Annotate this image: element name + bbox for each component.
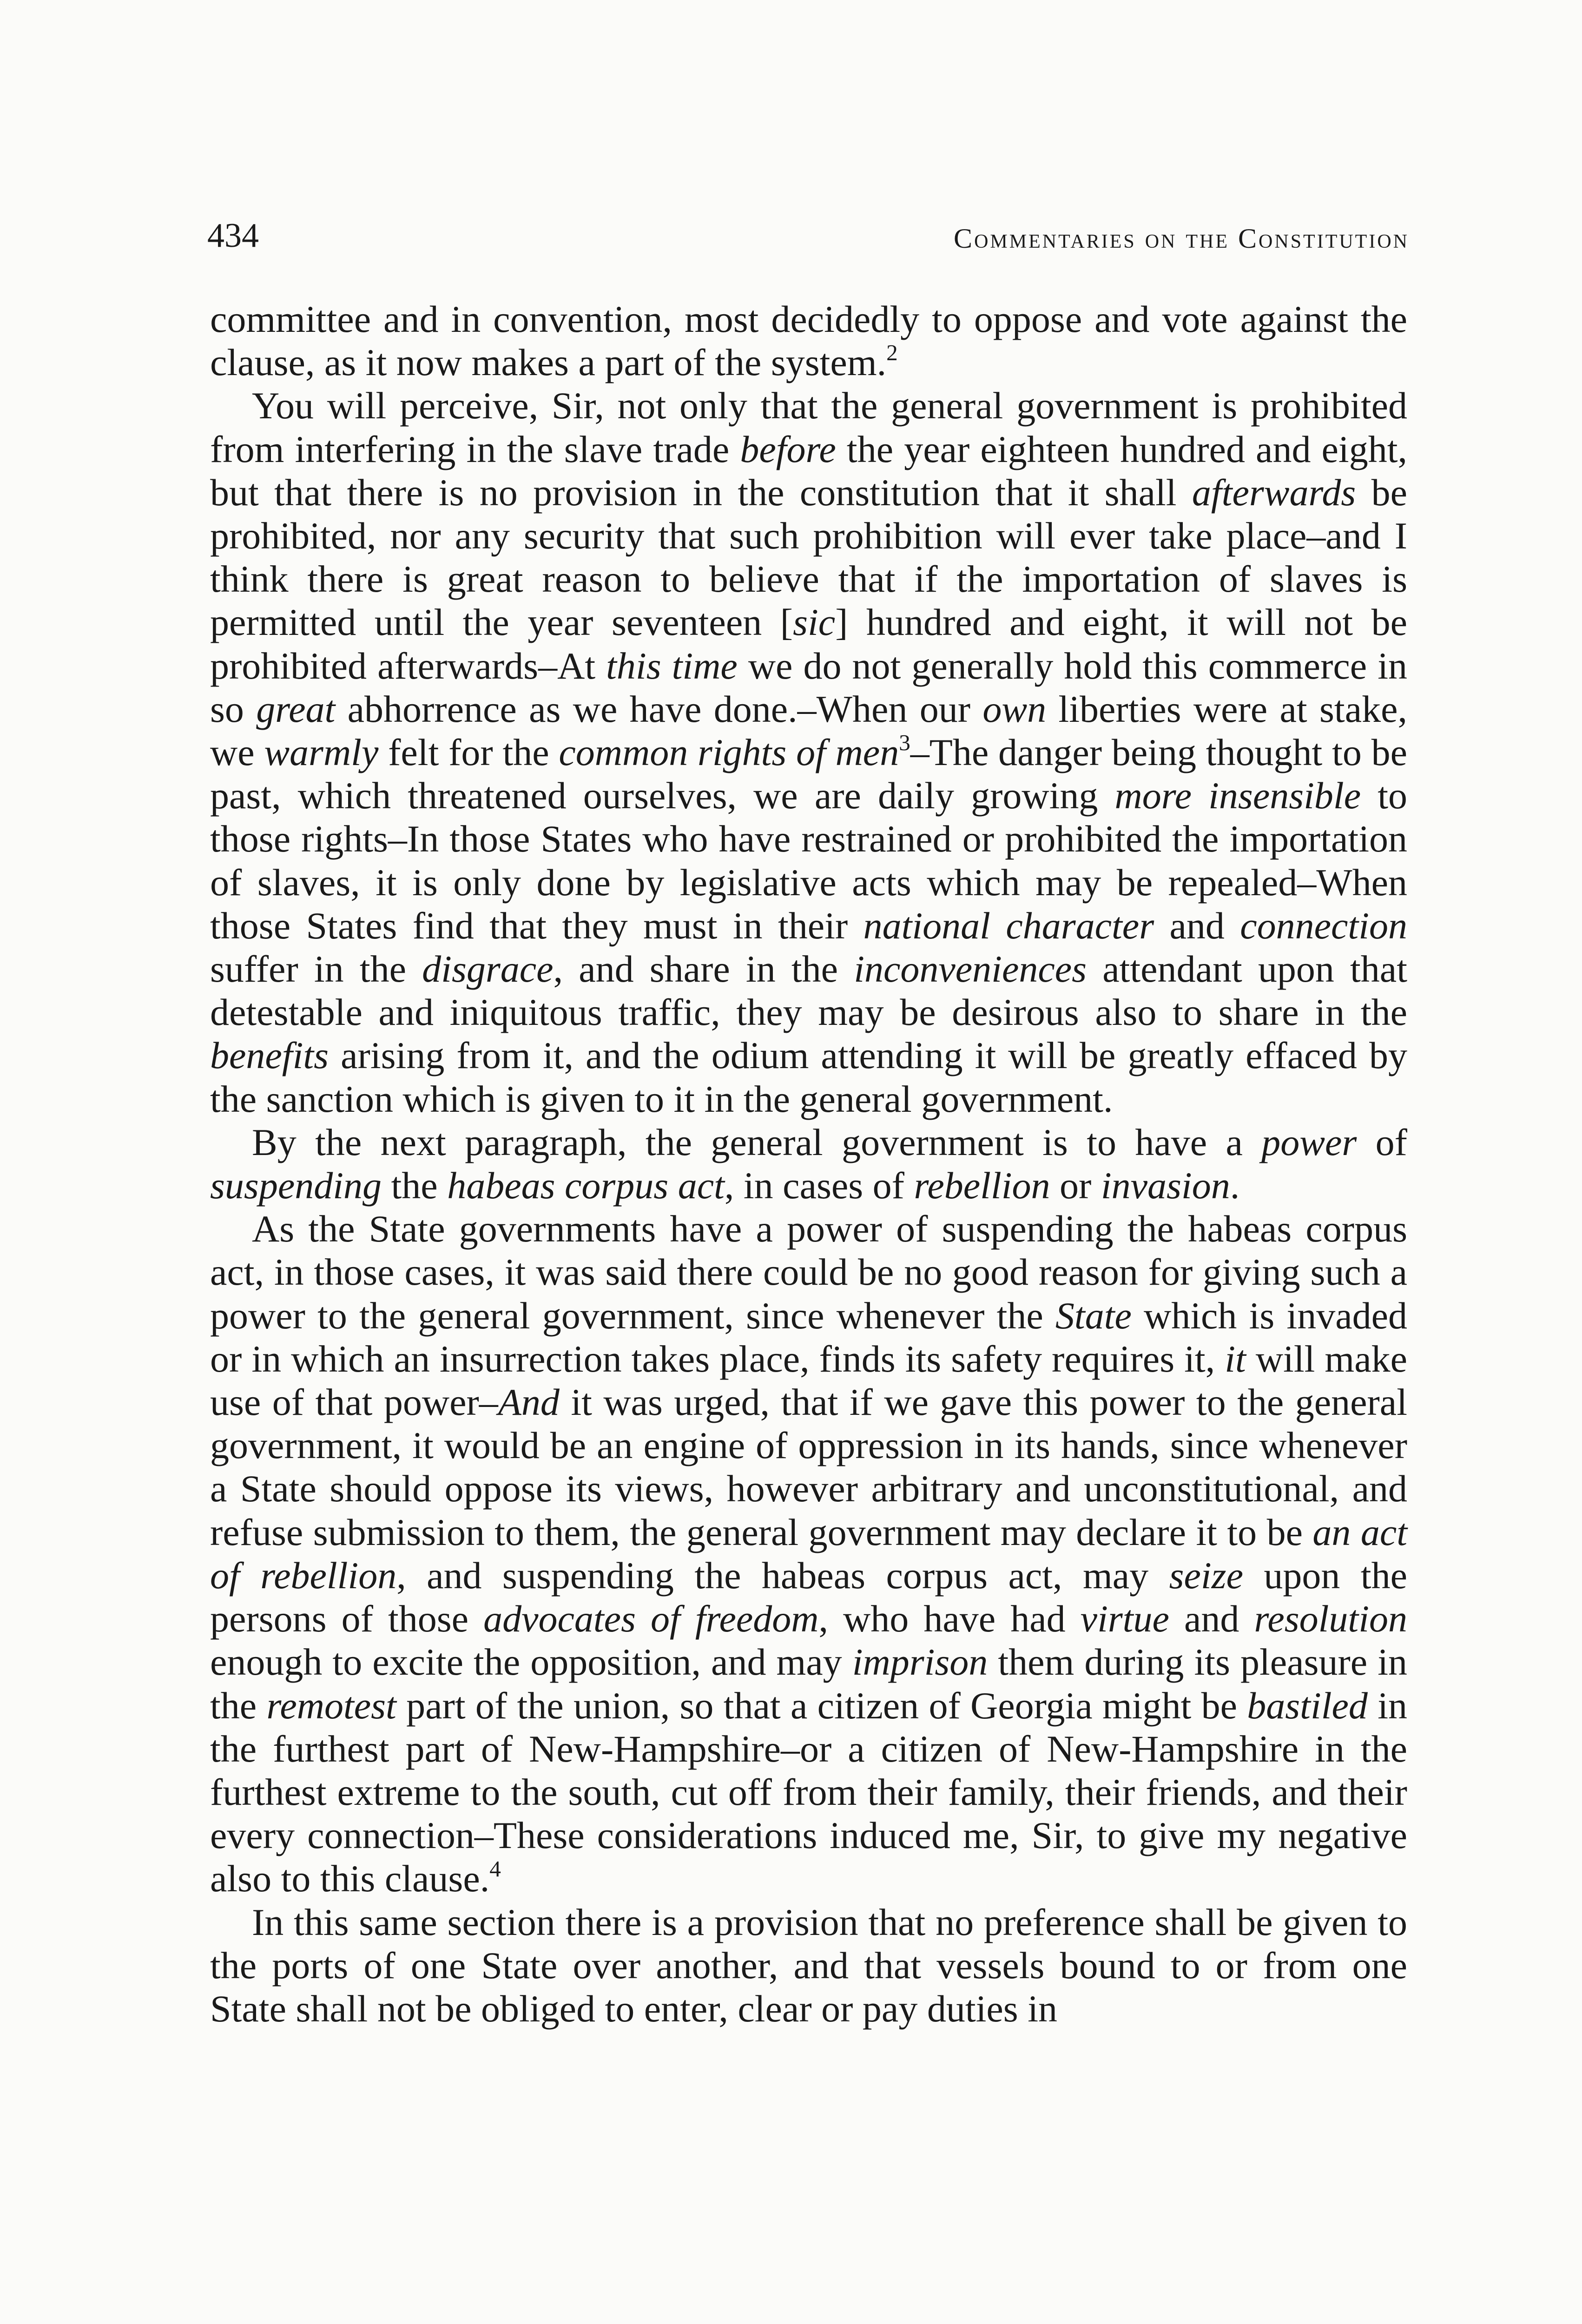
footnote-ref: 4 [489, 1856, 501, 1882]
footnote-ref: 2 [886, 340, 898, 366]
footnote-ref: 3 [899, 730, 910, 756]
paragraph-5: In this same section there is a provision that no preference shall be given to the ports of one State over another, and that vessels bound to or from one State shall not be obliged to enter, clear or pay duties in [210, 1901, 1407, 2030]
paragraph-4: As the State governments have a power of suspending the habeas corpus act, in those cases, it was said there could be no good reason for giving such a power to the general government, since whenever the State which is invaded or in which an insurrection takes place, finds its safety requires it, it will make use of that power–And it was urged, that if we gave this power to the general government, it would be an engine of oppression in its hands, since whenever a State should oppose its views, however arbitrary and unconstitutional, and refuse submission to them, the general government may declare it to be an act of rebellion, and suspending the habeas corpus act, may seize upon the persons of those advocates of freedom, who have had virtue and resolution enough to excite the opposition, and may imprison them during its pleasure in the remotest part of the union, so that a citizen of Georgia might be bastiled in the furthest part of New-Hampshire–or a citizen of New-Hampshire in the furthest extreme to the south, cut off from their family, their friends, and their every connection–These considerations induced me, Sir, to give my negative also to this clause.$^4$ [210, 1208, 1408, 1900]
page-number: 434 [207, 217, 259, 255]
body-text [210, 297, 1407, 2157]
paragraph-3: By the next paragraph, the general government is to have a power of suspending the habeas corpus act, in cases of rebellion or invasion. [210, 1121, 1407, 1207]
running-head [207, 210, 1409, 261]
running-title: Commentaries on the Constitution [954, 223, 1409, 254]
paragraph-1: committee and in convention, most decidedly to oppose and vote against the clause, as it now makes a part of the system.$^2$ [210, 298, 1407, 384]
paragraph-2: You will perceive, Sir, not only that the general government is prohibited from interfering in the slave trade before the year eighteen hundred and eight, but that there is no provision in the constitution that it shall afterwards be prohibited, nor any security that such prohibition will ever take place–and I think there is great reason to believe that if the importation of slaves is permitted until the year seventeen [sic] hundred and eight, it will not be prohibited afterwards–At this time we do not generally hold this commerce in so great abhorrence as we have done.–When our own liberties were at stake, we warmly felt for the common rights of men$^3$–The danger being thought to be past, which threatened ourselves, we are daily growing more insensible to those rights–In those States who have restrained or prohibited the importation of slaves, it is only done by legislative acts which may be repealed–When those States find that they must in their national character and connection suffer in the disgrace, and share in the inconveniences attendant upon that detestable and iniquitous traffic, they may be desirous also to share in the benefits arising from it, and the odium attending it will be greatly effaced by the sanction which is given to it in the general government. [210, 384, 1408, 1120]
